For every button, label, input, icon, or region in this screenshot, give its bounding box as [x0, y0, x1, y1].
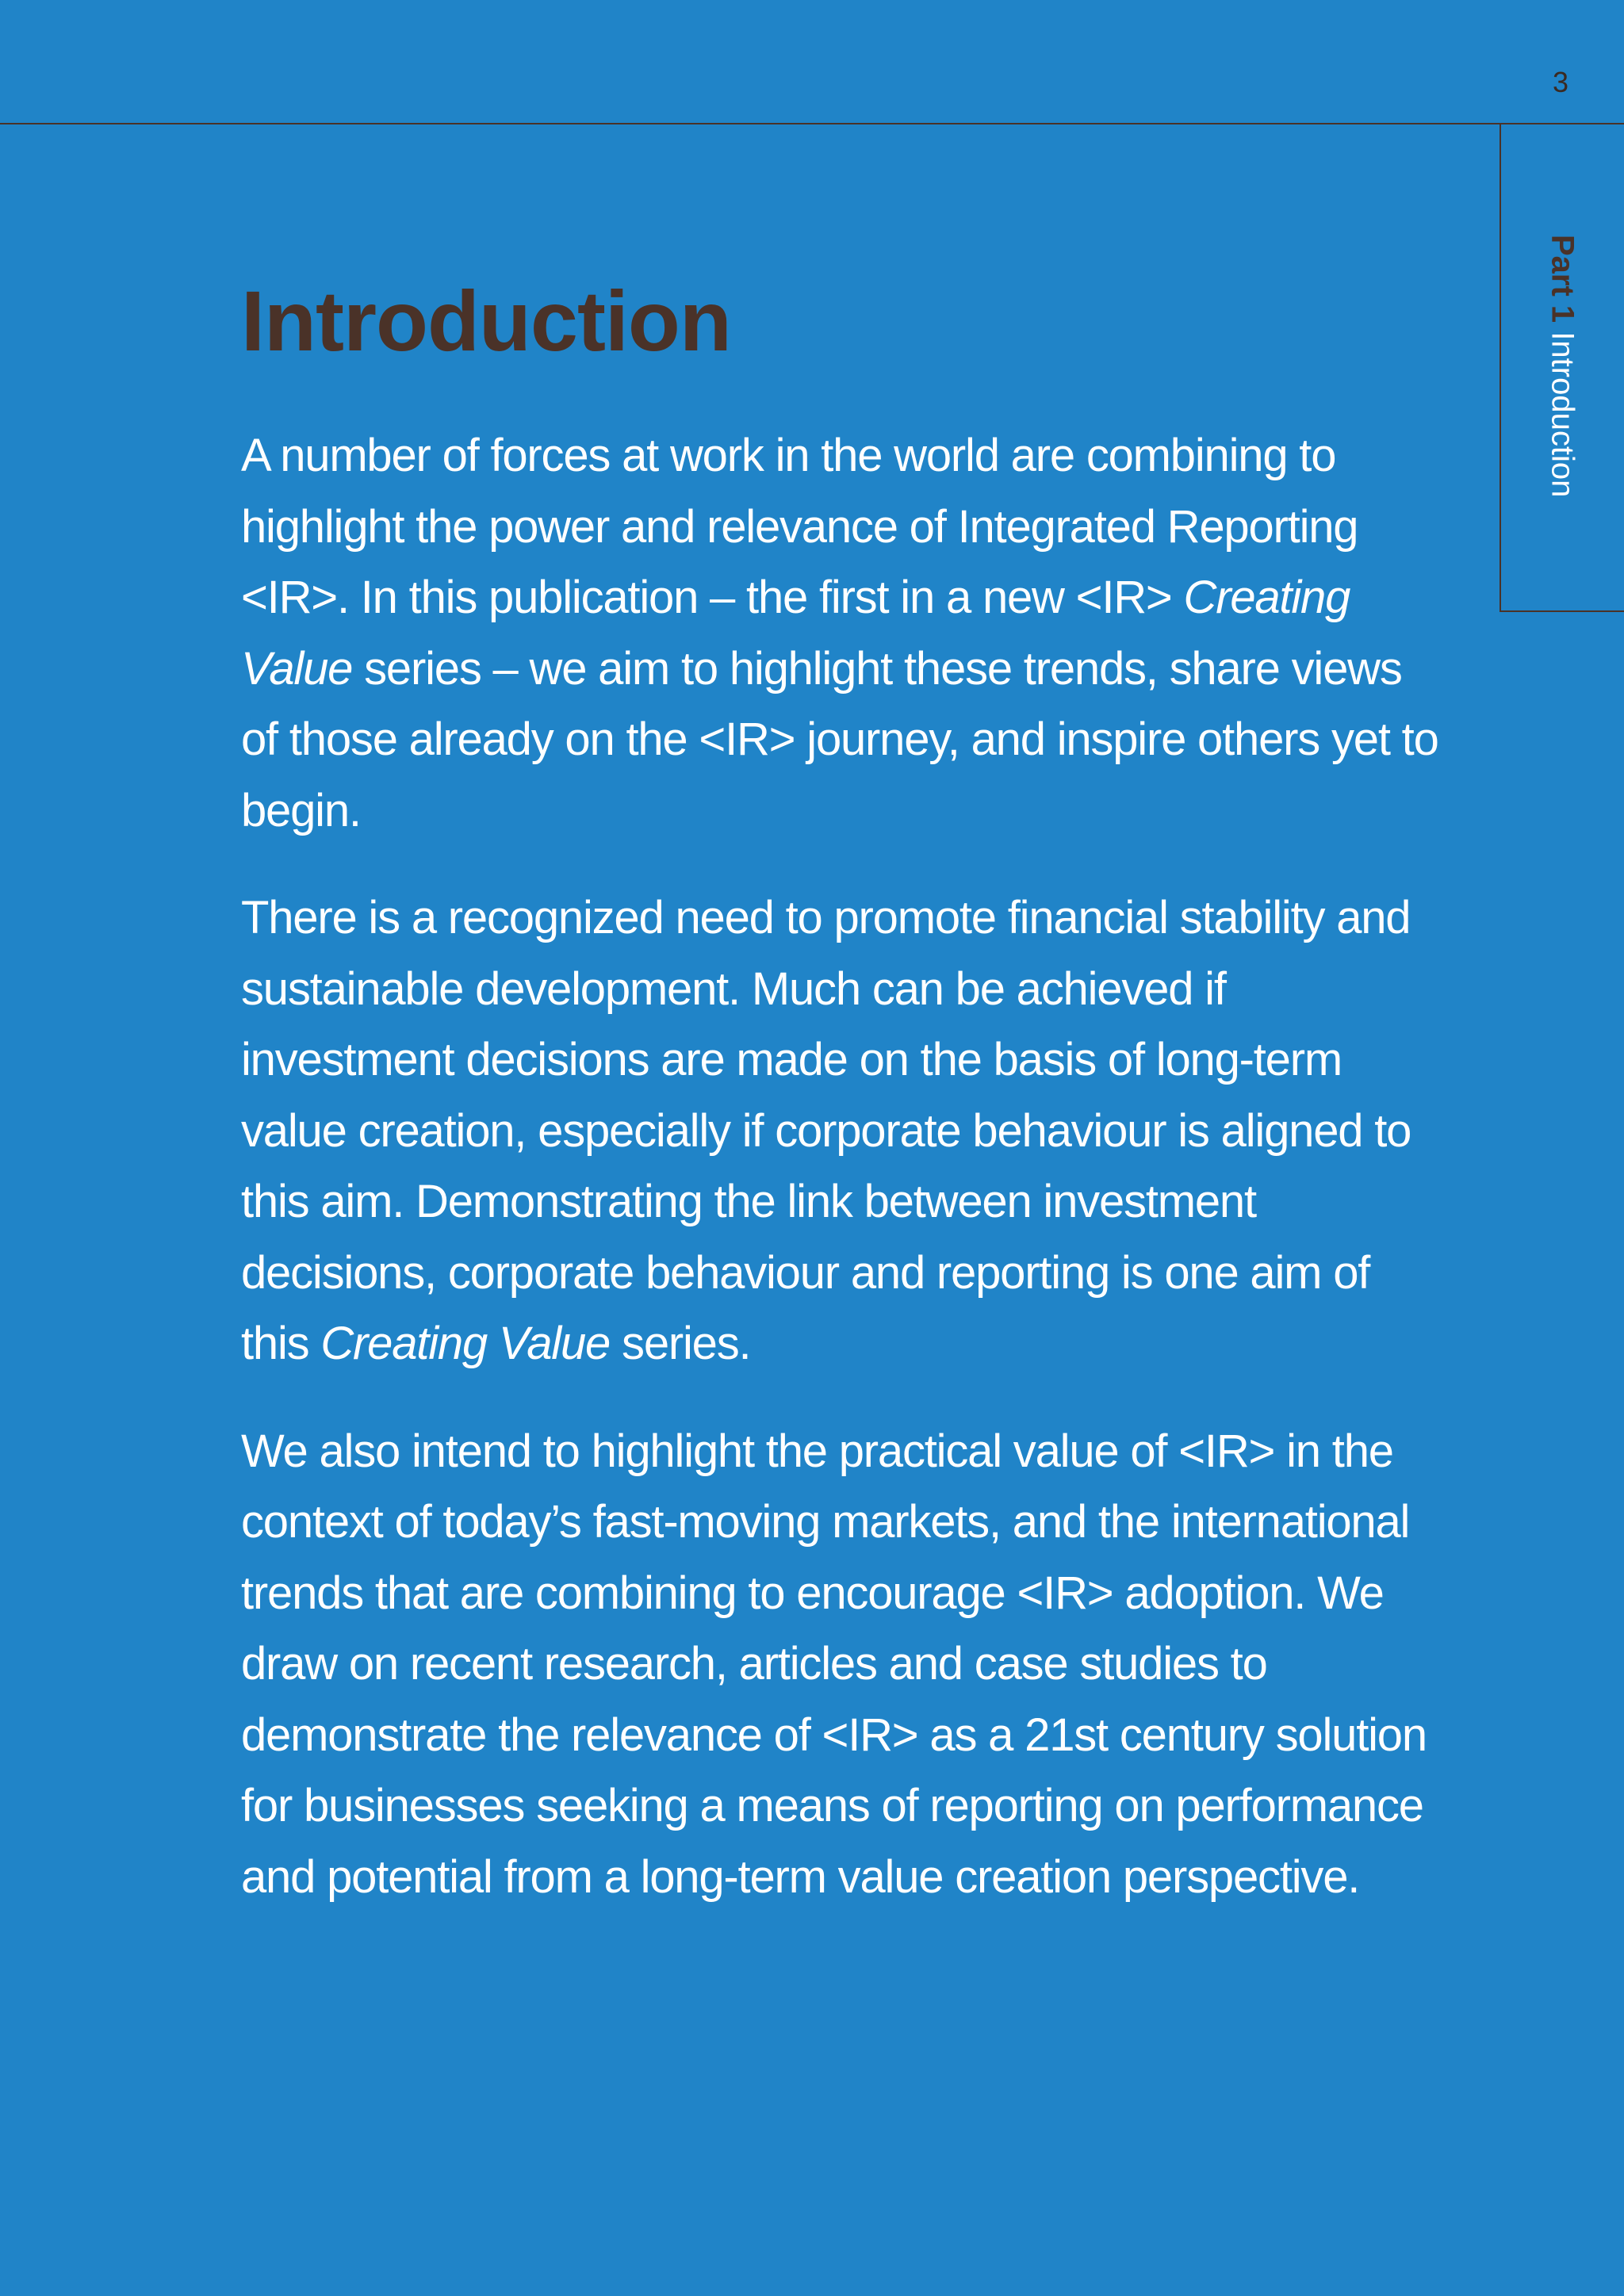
page-number: 3: [1552, 66, 1568, 98]
main-content: [241, 270, 1446, 1949]
paragraph-1-series-name: Creating Value: [241, 572, 1350, 695]
paragraph-2-text-b: series.: [610, 1318, 751, 1369]
side-tab-label: [1545, 235, 1581, 497]
paragraph-2-text-a: There is a recognized need to promote financial stability and sustainable development. Much can be achieved if investment decisions are made on the basis of long-term value creation, especially if corporate behaviour is aligned to this aim. Demonstrating the link between investment decisions, corporate behaviour and reporting is one aim of this: [241, 892, 1411, 1369]
paragraph-1-text-a: A number of forces at work in the world are combining to highlight the power and relevance of Integrated Reporting <IR>. In this publication – the first in a new <IR>: [241, 430, 1358, 623]
side-tab-section-title: Introduction: [1545, 331, 1580, 498]
side-tab-part-label: Part 1: [1545, 235, 1580, 323]
paragraph-1: [241, 420, 1446, 846]
paragraph-2: [241, 882, 1446, 1380]
page-title: Introduction: [241, 273, 731, 369]
header-rule: [0, 123, 1624, 124]
section-side-tab: [1500, 124, 1624, 612]
paragraph-2-series-name: Creating Value: [320, 1318, 611, 1369]
paragraph-3: We also intend to highlight the practical value of <IR> in the context of today’s fast-moving markets, and the international trends that are combining to encourage <IR> adoption. We draw on recent research, articles and case studies to demonstrate the relevance of <IR> as a 21st century solution for businesses seeking a means of reporting on performance and potential from a long-term value creation perspective.: [241, 1425, 1427, 1903]
paragraph-1-text-b: series – we aim to highlight these trends, share views of those already on the <IR> journey, and inspire others yet to begin.: [241, 642, 1438, 836]
